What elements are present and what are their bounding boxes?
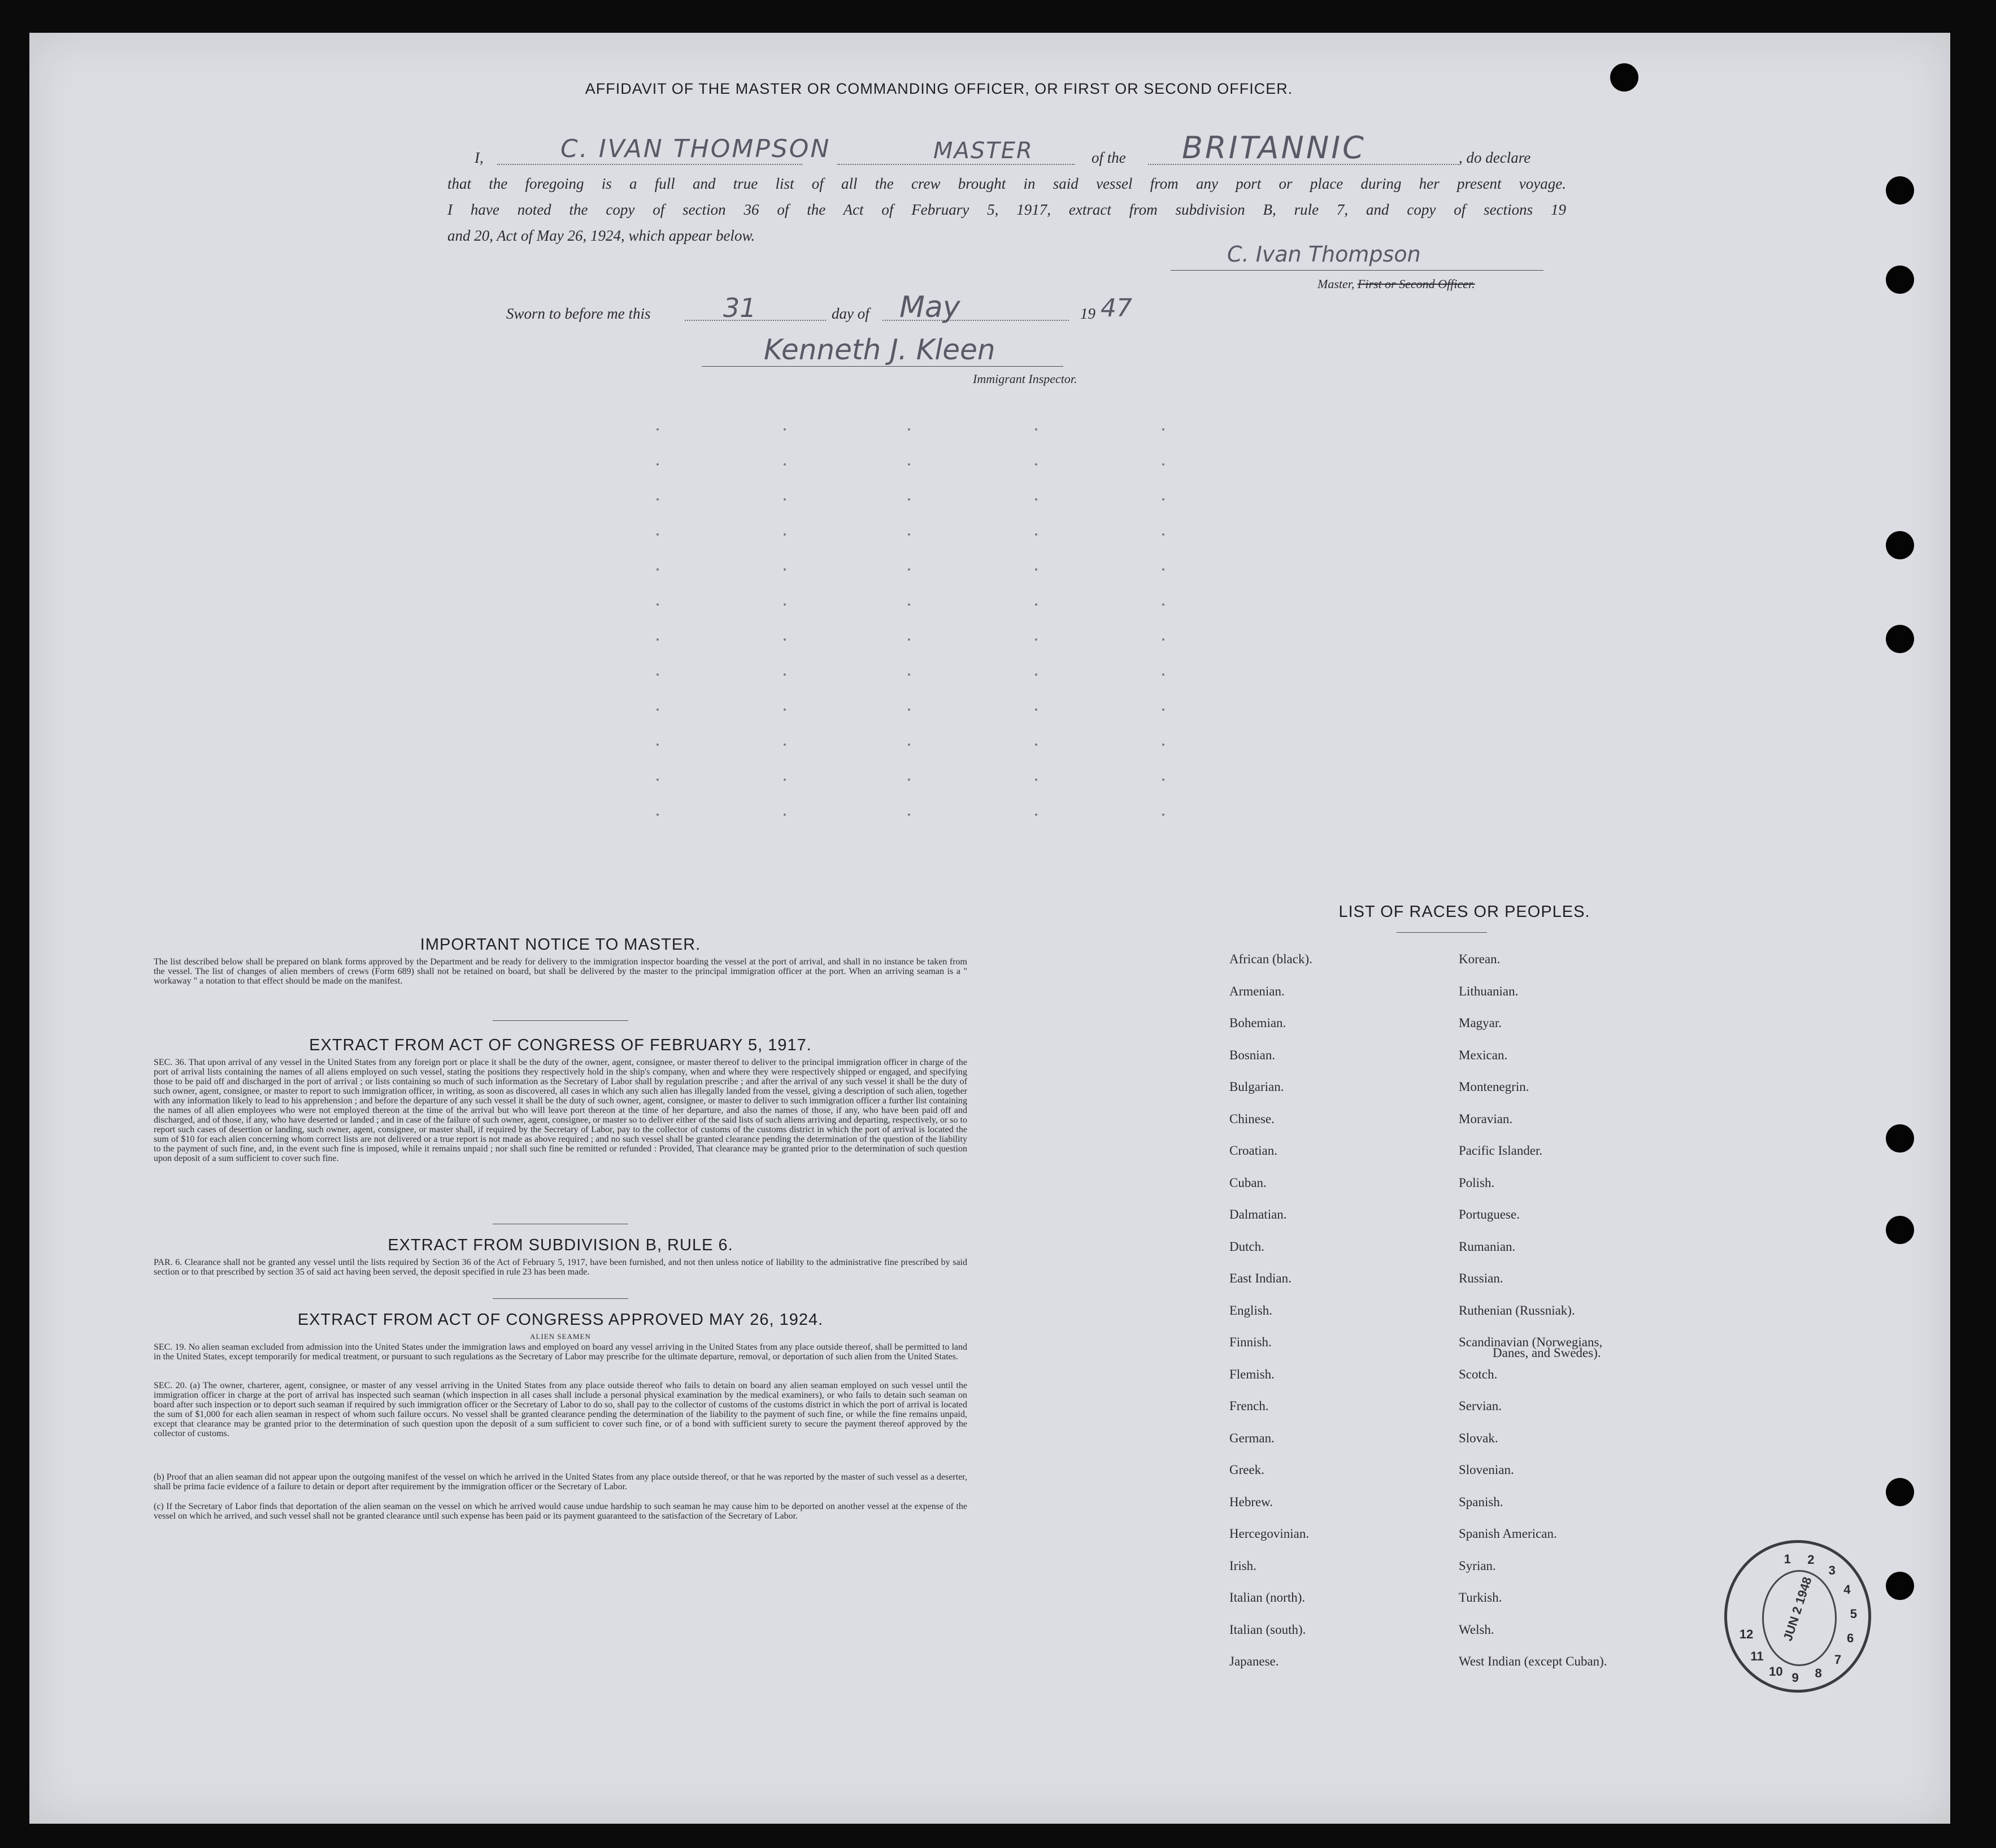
inspector-signature-line [702,366,1063,367]
year-handwritten: 47 [1101,294,1132,323]
race-item: Italian (south). [1229,1622,1306,1637]
guide-dot [1162,638,1164,641]
guide-dot [656,498,659,501]
affidavit-i: I, [475,149,484,166]
arrival-date-stamp [1724,1540,1871,1693]
guide-dot [656,743,659,746]
guide-dot [1035,638,1037,641]
master-officer-label [1317,277,1475,292]
guide-dot [1035,568,1037,571]
stamp-digit: 7 [1834,1652,1842,1667]
extract-1924-sec20b: (b) Proof that an alien seaman did not appear upon the outgoing manifest of the vessel on which he arrived in the United States from any place outside thereof, or that he was reported by the master of such vessel as a deserter, shall be prima facie evidence of a failure to detain or deport after requirement by the immigration officer or the Secretary of Labor. [154,1472,967,1492]
guide-dot [908,463,910,466]
inspector-label: Immigrant Inspector. [973,372,1077,386]
race-item: Bohemian. [1229,1016,1286,1030]
notice-text: The list described below shall be prepared on blank forms approved by the Department and be ready for delivery to the immigration inspector boarding the vessel at the port of arrival, and shall in no instance be taken from the vessel. The list of changes of alien members of crews (Form 689) shall not be retained on board, but shall be delivered by the master to the principal immigration officer at the port. When an arriving seaman is a " workaway " a notation to that effect should be made on the manifest. [154,957,967,986]
race-item: Spanish American. [1459,1527,1557,1541]
race-item: Rumanian. [1459,1239,1516,1254]
guide-dot [656,533,659,536]
races-right-column [1459,943,1607,1678]
guide-dot [1035,498,1037,501]
race-item: Italian (north). [1229,1590,1306,1605]
guide-dot [784,638,786,641]
guide-dot [1035,673,1037,676]
binder-hole [1886,1124,1914,1153]
stamp-digit: 8 [1815,1666,1822,1681]
rule-6-divider [493,1298,628,1299]
race-item: Magyar. [1459,1016,1502,1030]
race-item: Slovak. [1459,1430,1498,1445]
guide-dot [784,603,786,606]
guide-dot [908,533,910,536]
race-item: Polish. [1459,1175,1495,1190]
binder-hole [1886,266,1914,294]
guide-dot [1035,603,1037,606]
race-item: Turkish. [1459,1590,1502,1605]
race-item: Syrian. [1459,1558,1496,1573]
rank-dotline [837,164,1075,165]
race-item: West Indian (except Cuban). [1459,1654,1607,1668]
race-item: Pacific Islander. [1459,1143,1543,1158]
affidavit-body-line-4: and 20, Act of May 26, 1924, which appear below. [447,227,755,244]
race-item: Greek. [1229,1463,1264,1477]
guide-dot [908,708,910,711]
race-item: Bosnian. [1229,1047,1276,1062]
binder-hole [1886,1572,1914,1600]
stamp-digit: 5 [1850,1606,1857,1621]
race-item: African (black). [1229,952,1312,966]
race-item: Mexican. [1459,1047,1508,1062]
guide-dot [656,568,659,571]
stamp-digit: 2 [1807,1553,1815,1567]
race-item: Bulgarian. [1229,1080,1284,1094]
of-the-label: of the [1092,149,1126,166]
race-scandinavian-continued: Danes, and Swedes). [1493,1346,1601,1360]
stamp-digit: 1 [1784,1551,1791,1566]
binder-hole [1886,1216,1914,1244]
stamp-digit: 9 [1791,1670,1799,1685]
guide-dot [1035,779,1037,781]
extract-1917-text: SEC. 36. That upon arrival of any vessel in the United States from any foreign port or place it shall be the duty of the owner, agent, consignee, or master thereof to deliver to the principal immigration officer in charge of the port of arrival lists containing the names of all aliens employed on such vessel, stating the positions they respectively hold in the ship's company, when and where they were respectively shipped or engaged, and specifying those to be paid off and discharged in the port of arrival ; or lists containing so much of such information as the Secretary of Labor shall by regulation prescribe ; and after the arrival of any such vessel it shall be the duty of such owner, agent, consignee, or master to report to such immigration officer, in writing, as soon as discovered, all cases in which any such alien has illegally landed from the vessel, giving a description of such alien, together with any information likely to lead to his apprehension ; and before the departure of any such vessel it shall be the duty of such owner, agent, consignee, or master to deliver to such immigration officer a further list containing the names of all alien employees who were not employed thereon at the time of the arrival but who will leave port thereon at the time of her departure, and also the names of those, if any, who have been paid off and discharged, and of those, if any, who have deserted or landed ; and in case of the failure of such owner, agent, consignee, or master so to deliver either of the said lists of such aliens arriving and departing, respectively, or so to report such cases of desertion or landing, such owner, agent, consignee, or master shall, if required by the Secretary of Labor, pay to the collector of customs of the customs district in which the port of arrival is located the sum of $10 for each alien concerning whom correct lists are not delivered or a true report is not made as above required ; and no such vessel shall be granted clearance pending the determination of the question of the liability to the payment of such fine, and, in the event such fine is imposed, while it remains unpaid ; nor shall such fine be remitted or refunded : Provided, That clearance may be granted prior to the determination of such question upon deposit of a sum sufficient to cover such fine. [154,1058,967,1163]
guide-dot [784,708,786,711]
races-left-column [1229,943,1312,1678]
guide-dot [784,568,786,571]
race-item: Spanish. [1459,1494,1503,1509]
guide-dot [1162,779,1164,781]
guide-dot [1162,463,1164,466]
race-item: Scotch. [1459,1367,1498,1381]
binder-hole [1886,531,1914,559]
sworn-label: Sworn to before me this [506,305,651,322]
guide-dot [656,638,659,641]
guide-dot [908,743,910,746]
rule-6-text: PAR. 6. Clearance shall not be granted any vessel until the lists required by Section 36 of the Act of February 5, 1917, have been furnished, and not then unless notice of liability to the administrative fine prescribed by said section or to that prescribed by section 35 of said act having been served, the deposit specified in rule 23 has been made. [154,1258,967,1277]
extract-1924-sec20a: SEC. 20. (a) The owner, charterer, agent, consignee, or master of any vessel arriving in the United States from any place outside thereof who fails to detain on board any alien seaman employed on such vessel until the immigration officer in charge at the port of arrival has inspected such seaman (which inspection in all cases shall include a personal physical examination by the medical examiners), or who fails to detain such seaman on board after such inspection or to deport such seaman if required by such immigration officer or the Secretary of Labor to do so, shall pay to the collector of customs of the customs district in which the port of arrival is located the sum of $1,000 for each alien seaman in respect of whom such failure occurs. No vessel shall be granted clearance pending the determination of the liability to the payment of such fine, or while the fine remains unpaid, except that clearance may be granted prior to the determination of such question upon the deposit of a sum sufficient to cover such fine, or of a bond with sufficient surety to secure the payment thereof approved by the collector of customs. [154,1381,967,1438]
affidavit-body-line-3: I have noted the copy of section 36 of the Act of February 5, 1917, extract from subdivision B, rule 7, and copy of sections 19 [447,201,1566,218]
race-item: Finnish. [1229,1335,1272,1349]
race-item: Welsh. [1459,1622,1494,1637]
guide-dot [1162,603,1164,606]
master-label: Master, [1317,277,1358,291]
inspector-signature: Kenneth J. Kleen [764,333,995,366]
race-item: French. [1229,1399,1269,1413]
race-item: Chinese. [1229,1111,1275,1126]
guide-dot [656,428,659,431]
struck-officer-label: First or Second Officer. [1357,277,1475,291]
race-item: Hebrew. [1229,1494,1273,1509]
guide-dot [784,743,786,746]
guide-dot [908,428,910,431]
binder-hole [1610,63,1638,92]
guide-dot [1035,428,1037,431]
race-item: German. [1229,1430,1275,1445]
guide-dot [908,498,910,501]
race-item: Russian. [1459,1271,1503,1285]
guide-dot [1035,463,1037,466]
stamp-digit: 12 [1739,1627,1754,1642]
guide-dot [908,673,910,676]
guide-dot [908,603,910,606]
do-declare-label: , do declare [1459,149,1531,166]
stamp-digit: 3 [1828,1563,1836,1578]
extract-1917-title: EXTRACT FROM ACT OF CONGRESS OF FEBRUARY 5, 1917. [309,1036,812,1054]
race-item: Croatian. [1229,1143,1277,1158]
notice-title: IMPORTANT NOTICE TO MASTER. [420,936,701,954]
extract-1924-sec19: SEC. 19. No alien seaman excluded from admission into the United States under the immigration laws and employed on board any vessel arriving in the United States from any place outside thereof, shall be permitted to land in the United States, except temporarily for medical treatment, or pursuant to such regulations as the Secretary of Labor may prescribe for the ultimate departure, removal, or deportation of such alien from the United States. [154,1342,967,1362]
guide-dot [784,533,786,536]
stamp-date: JUN 2 1948 [1780,1575,1815,1643]
guide-dot [656,708,659,711]
notice-divider [493,1020,628,1021]
name-dotline [497,164,802,165]
guide-dot [1035,814,1037,816]
race-item: Japanese. [1229,1654,1279,1668]
race-item: Servian. [1459,1399,1502,1413]
guide-dot [1035,743,1037,746]
month-handwritten: May [899,290,960,324]
race-item: Ruthenian (Russniak). [1459,1303,1575,1317]
extract-1924-sec20c: (c) If the Secretary of Labor finds that deportation of the alien seaman on the vessel on which he arrived would cause undue hardship to such seaman he may cause him to be deported on another vessel at the expense of the vessel on which he arrived, and such vessel shall not be granted clearance until such expense has been paid or its payment guaranteed to the satisfaction of the Secretary of Labor. [154,1502,967,1521]
binder-hole [1886,176,1914,205]
guide-dot [1035,533,1037,536]
affidavit-body-line-2: that the foregoing is a full and true list of all the crew brought in said vessel from any port or place during her present voyage. [447,175,1566,192]
binder-hole [1886,625,1914,653]
race-item: Korean. [1459,952,1501,966]
race-item: English. [1229,1303,1273,1317]
guide-dot [656,463,659,466]
races-divider [1397,932,1487,933]
stamp-digit: 4 [1843,1582,1851,1597]
extract-1924-subtitle: ALIEN SEAMEN [530,1332,591,1341]
guide-dot [908,814,910,816]
rule-6-title: EXTRACT FROM SUBDIVISION B, RULE 6. [388,1236,733,1254]
master-name-handwritten: C. IVAN THOMPSON [560,134,831,163]
binder-hole [1886,1478,1914,1506]
master-signature: C. Ivan Thompson [1227,242,1421,267]
race-item: Slovenian. [1459,1463,1514,1477]
guide-dot [1162,743,1164,746]
race-item: Lithuanian. [1459,984,1519,998]
affidavit-title: AFFIDAVIT OF THE MASTER OR COMMANDING OFFICER, OR FIRST OR SECOND OFFICER. [585,80,1293,97]
guide-dot [656,814,659,816]
guide-dot [784,779,786,781]
guide-dot [1162,814,1164,816]
race-item: Montenegrin. [1459,1080,1529,1094]
day-of-label: day of [832,305,869,322]
stamp-digit: 11 [1750,1649,1764,1664]
guide-dot [1162,533,1164,536]
guide-dot [784,428,786,431]
day-handwritten: 31 [723,293,756,323]
document-page [29,33,1950,1824]
guide-dot [656,603,659,606]
stamp-digit: 10 [1769,1664,1783,1679]
guide-dot [908,638,910,641]
guide-dot [784,463,786,466]
race-item: Moravian. [1459,1111,1513,1126]
guide-dot [784,814,786,816]
stamp-digit: 6 [1846,1631,1854,1646]
guide-dot [1162,498,1164,501]
race-item: Portuguese. [1459,1207,1520,1221]
race-item: Dalmatian. [1229,1207,1287,1221]
guide-dot [784,673,786,676]
race-item: Hercegovinian. [1229,1527,1310,1541]
race-item: Armenian. [1229,984,1285,998]
race-item: Scandinavian (Norwegians, [1459,1335,1603,1349]
master-rank-handwritten: MASTER [933,138,1033,164]
guide-dot [656,673,659,676]
guide-dot [784,498,786,501]
guide-dot [1162,708,1164,711]
vessel-name-handwritten: BRITANNIC [1182,130,1366,166]
guide-dot [908,568,910,571]
races-title: LIST OF RACES OR PEOPLES. [1338,903,1590,921]
signature-line [1171,270,1543,271]
guide-dot [656,779,659,781]
race-item: Irish. [1229,1558,1256,1573]
race-item: Dutch. [1229,1239,1264,1254]
guide-dot [908,779,910,781]
race-item: Cuban. [1229,1175,1267,1190]
guide-dot [1035,708,1037,711]
guide-dot [1162,673,1164,676]
year-prefix: 19 [1080,305,1095,322]
guide-dot [1162,568,1164,571]
extract-1924-title: EXTRACT FROM ACT OF CONGRESS APPROVED MAY 26, 1924. [297,1311,824,1329]
guide-dot [1162,428,1164,431]
race-item: Flemish. [1229,1367,1275,1381]
race-item: East Indian. [1229,1271,1291,1285]
